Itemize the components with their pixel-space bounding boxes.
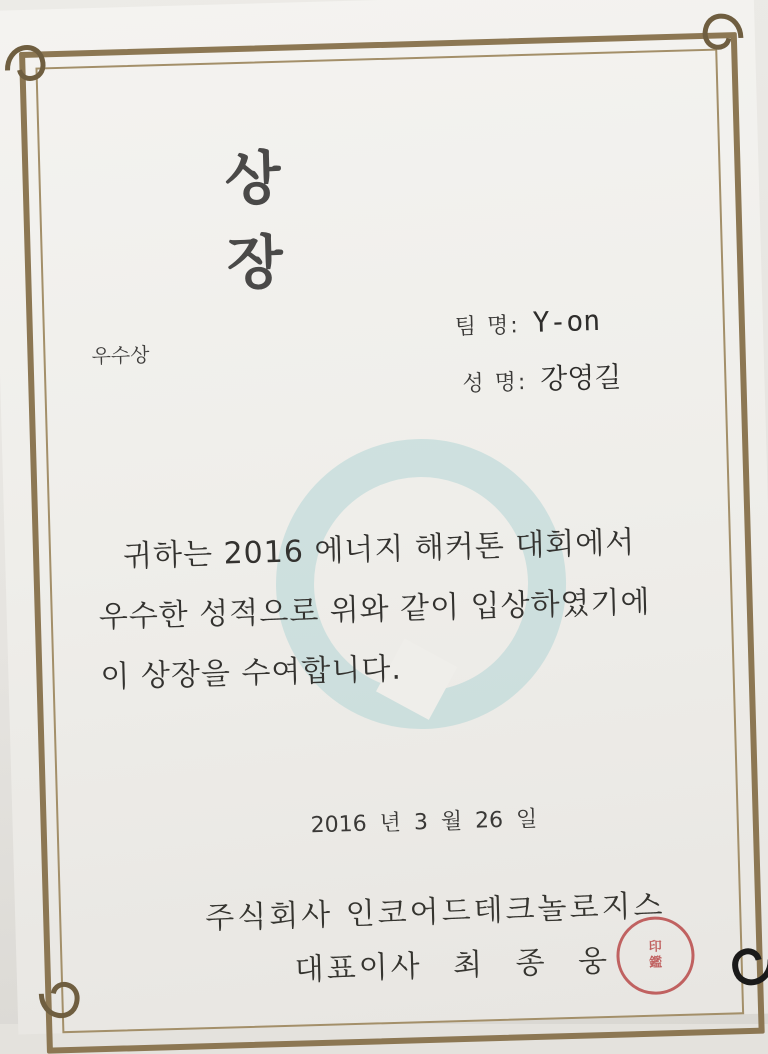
official-seal: 印 鑑 [615, 916, 695, 996]
name-value: 강영길 [539, 360, 622, 396]
issue-date: 2016 년 3 월 26 일 [310, 806, 538, 839]
body-line-2: 우수한 성적으로 위와 같이 입상하였기에 [98, 584, 651, 636]
team-field [454, 304, 600, 341]
corner-ornament-bottom-left [30, 962, 102, 1034]
team-value: Y-on [532, 303, 601, 339]
corner-ornament-bottom-right [710, 929, 768, 1001]
name-field [462, 355, 622, 399]
body-line-3: 이 상장을 수여합니다. [100, 651, 403, 696]
body-line-1: 귀하는 2016 에너지 해커톤 대회에서 [122, 525, 636, 575]
company-name: 주식회사 인코어드테크놀로지스 [204, 888, 666, 937]
team-label: 팀 명: [454, 313, 521, 341]
award-name: 우수상 [91, 342, 150, 369]
representative: 대표이사 최 종 웅 [294, 943, 611, 988]
certificate-title: 상 장 [223, 140, 394, 298]
corner-ornament-top-right [680, 0, 752, 70]
corner-ornament-top-left [0, 29, 68, 101]
name-label: 성 명: [462, 370, 528, 397]
